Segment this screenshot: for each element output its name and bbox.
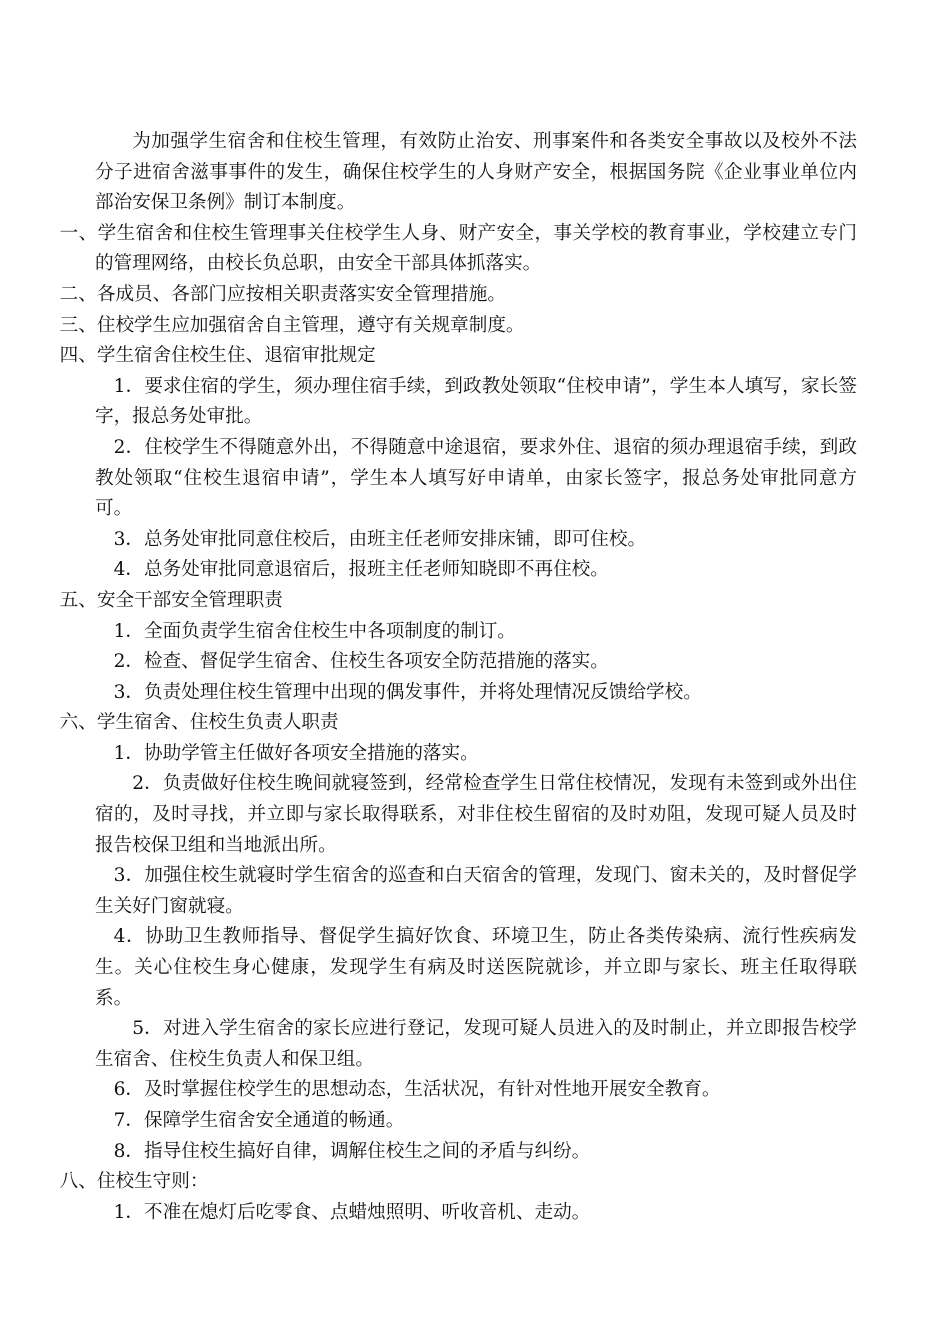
section-6-item-6: 6．及时掌握住校学生的思想动态，生活状况，有针对性地开展安全教育。 (113, 1079, 721, 1101)
section-5-item-3: 3．负责处理住校生管理中出现的偶发事件，并将处理情况反馈给学校。 (113, 681, 702, 703)
section-3: 三、住校学生应加强宿舍自主管理，遵守有关规章制度。 (59, 314, 525, 336)
section-1: 一、学生宿舍和住校生管理事关住校学生人身、财产安全，事关学校的教育事业，学校建立专门的管理网络，由校长负总职，由安全干部具体抓落实。 (59, 222, 857, 275)
document-body (59, 127, 857, 1228)
section-6-item-2: 2．负责做好住校生晚间就寝签到，经常检查学生日常住校情况，发现有未签到或外出住宿的，及时寻找，并立即与家长取得联系，对非住校生留宿的及时劝阻，发现可疑人员及时报告校保卫组和当地派出所。 (95, 773, 857, 856)
section-2: 二、各成员、各部门应按相关职责落实安全管理措施。 (59, 283, 506, 305)
section-8-heading: 八、住校生守则： (59, 1171, 209, 1193)
section-5-heading: 五、安全干部安全管理职责 (59, 589, 283, 611)
section-6-heading: 六、学生宿舍、住校生负责人职责 (59, 712, 339, 734)
section-4-item-4: 4．总务处审批同意退宿后，报班主任老师知晓即不再住校。 (113, 559, 609, 581)
section-4-heading: 四、学生宿舍住校生住、退宿审批规定 (59, 345, 376, 367)
section-5-item-1: 1．全面负责学生宿舍住校生中各项制度的制订。 (113, 620, 516, 642)
intro-paragraph: 为加强学生宿舍和住校生管理，有效防止治安、刑事案件和各类安全事故以及校外不法分子进宿舍滋事事件的发生，确保住校学生的人身财产安全，根据国务院《企业事业单位内部治安保卫条例》制订本制度。 (95, 131, 857, 214)
section-4-item-1: 1．要求住宿的学生，须办理住宿手续，到政教处领取“住校申请”，学生本人填写，家长签字，报总务处审批。 (95, 375, 857, 428)
section-6-item-7: 7．保障学生宿舍安全通道的畅通。 (113, 1110, 405, 1131)
section-4-item-3: 3．总务处审批同意住校后，由班主任老师安排床铺，即可住校。 (113, 528, 647, 550)
section-6-item-1: 1．协助学管主任做好各项安全措施的落实。 (113, 742, 479, 764)
section-6-item-5: 5．对进入学生宿舍的家长应进行登记，发现可疑人员进入的及时制止，并立即报告校学生宿舍、住校生负责人和保卫组。 (95, 1018, 857, 1070)
section-6-item-3: 3．加强住校生就寝时学生宿舍的巡查和白天宿舍的管理，发现门、窗未关的，及时督促学生关好门窗就寝。 (95, 865, 857, 917)
section-4-item-2: 2．住校学生不得随意外出，不得随意中途退宿，要求外住、退宿的须办理退宿手续，到政教处领取“住校生退宿申请”，学生本人填写好申请单，由家长签字，报总务处审批同意方可。 (95, 436, 857, 520)
section-5-item-2: 2．检查、督促学生宿舍、住校生各项安全防范措施的落实。 (113, 651, 609, 673)
section-6-item-4: 4．协助卫生教师指导、督促学生搞好饮食、环境卫生，防止各类传染病、流行性疾病发生。关心住校生身心健康，发现学生有病及时送医院就诊，并立即与家长、班主任取得联系。 (95, 926, 857, 1009)
section-6-item-8: 8．指导住校生搞好自律，调解住校生之间的矛盾与纠纷。 (113, 1140, 591, 1162)
section-8-item-1: 1．不准在熄灯后吃零食、点蜡烛照明、听收音机、走动。 (113, 1201, 591, 1223)
